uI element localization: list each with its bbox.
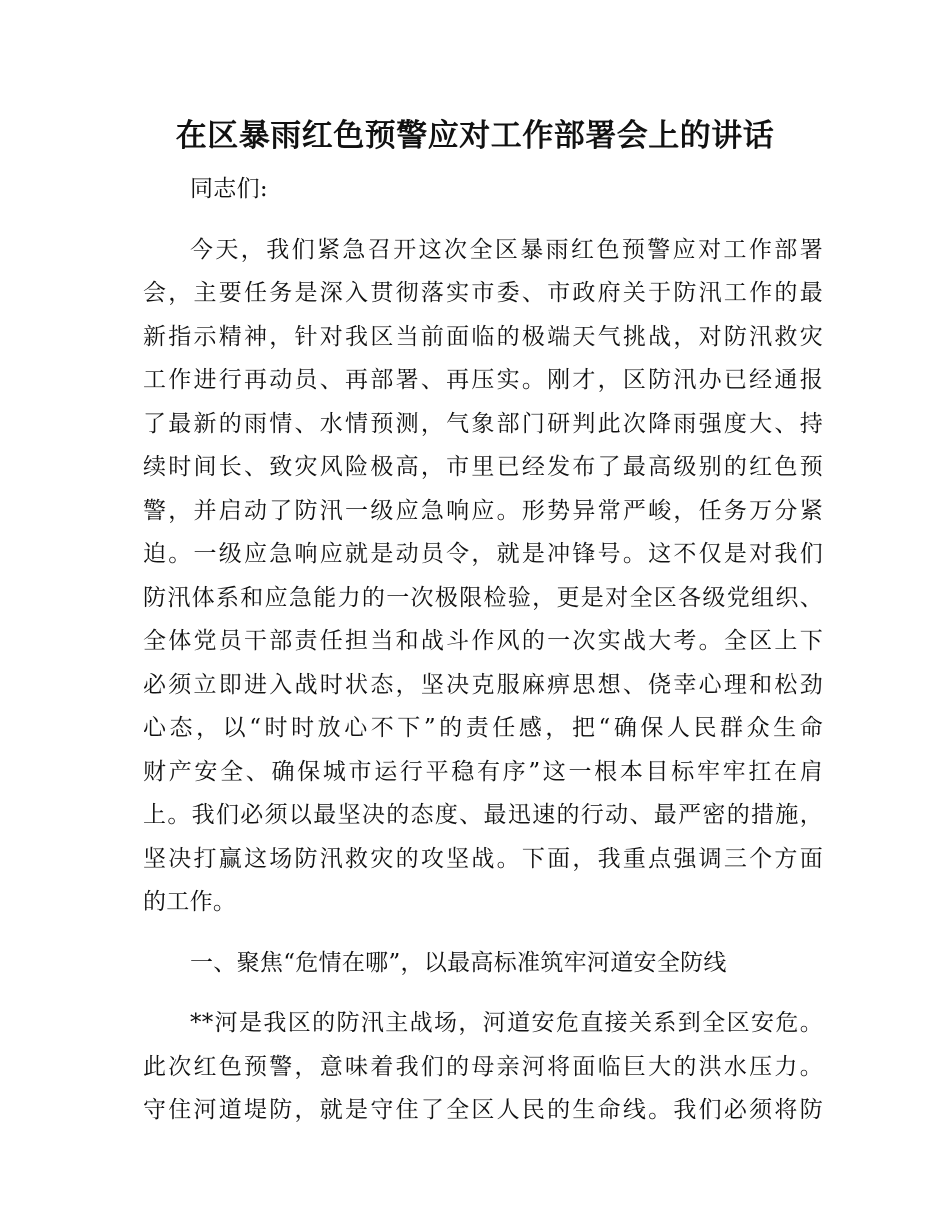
paragraph-line: 守住河道堤防，就是守住了全区人民的生命线。我们必须将防 <box>143 1097 823 1123</box>
document-title: 在区暴雨红色预警应对工作部署会上的讲话 <box>175 118 775 154</box>
paragraph-line: 工作进行再动员、再部署、再压实。刚才，区防汛办已经通报 <box>143 367 823 393</box>
paragraph-line: 心态，以“时时放心不下”的责任感，把“确保人民群众生命 <box>143 715 823 741</box>
paragraph-gap <box>143 212 823 229</box>
paragraph-line: 此次红色预警，意味着我们的母亲河将面临巨大的洪水压力。 <box>143 1053 823 1080</box>
paragraph-line: 新指示精神，针对我区当前面临的极端天气挑战，对防汛救灾 <box>143 323 823 350</box>
paragraph-line: 了最新的雨情、水情预测，气象部门研判此次降雨强度大、持 <box>143 410 823 437</box>
paragraph-line: 续时间长、致灾风险极高，市里已经发布了最高级别的红色预 <box>143 454 823 480</box>
paragraph-line: 迫。一级应急响应就是动员令，就是冲锋号。这不仅是对我们 <box>143 541 823 567</box>
paragraph-2 <box>143 1002 823 1133</box>
paragraph-line: 上。我们必须以最坚决的态度、最迅速的行动、最严密的措施， <box>143 802 823 828</box>
paragraph-line: 会，主要任务是深入贯彻落实市委、市政府关于防汛工作的最 <box>143 280 823 306</box>
section-heading: 一、聚焦“危情在哪”，以最高标准筑牢河道安全防线 <box>190 949 727 976</box>
paragraph-line: **河是我区的防汛主战场，河道安危直接关系到全区安危。 <box>190 1010 823 1036</box>
paragraph-line: 必须立即进入战时状态，坚决克服麻痹思想、侥幸心理和松劲 <box>143 671 823 698</box>
salutation: 同志们: <box>190 176 268 202</box>
paragraph-gap <box>143 925 823 942</box>
paragraph-line: 全体党员干部责任担当和战斗作风的一次实战大考。全区上下 <box>143 628 823 654</box>
paragraph-line: 今天，我们紧急召开这次全区暴雨红色预警应对工作部署 <box>190 236 823 263</box>
paragraph-gap <box>143 985 823 1002</box>
paragraph-line: 的工作。 <box>143 889 237 915</box>
paragraph-line: 财产安全、确保城市运行平稳有序”这一根本目标牢牢扛在肩 <box>143 758 823 785</box>
paragraph-line: 坚决打赢这场防汛救灾的攻坚战。下面，我重点强调三个方面 <box>143 845 823 872</box>
paragraph-line: 警，并启动了防汛一级应急响应。形势异常严峻，任务万分紧 <box>143 497 823 524</box>
paragraph-line: 防汛体系和应急能力的一次极限检验，更是对全区各级党组织、 <box>143 584 823 611</box>
document-body <box>143 168 823 1133</box>
paragraph-1 <box>143 229 823 925</box>
